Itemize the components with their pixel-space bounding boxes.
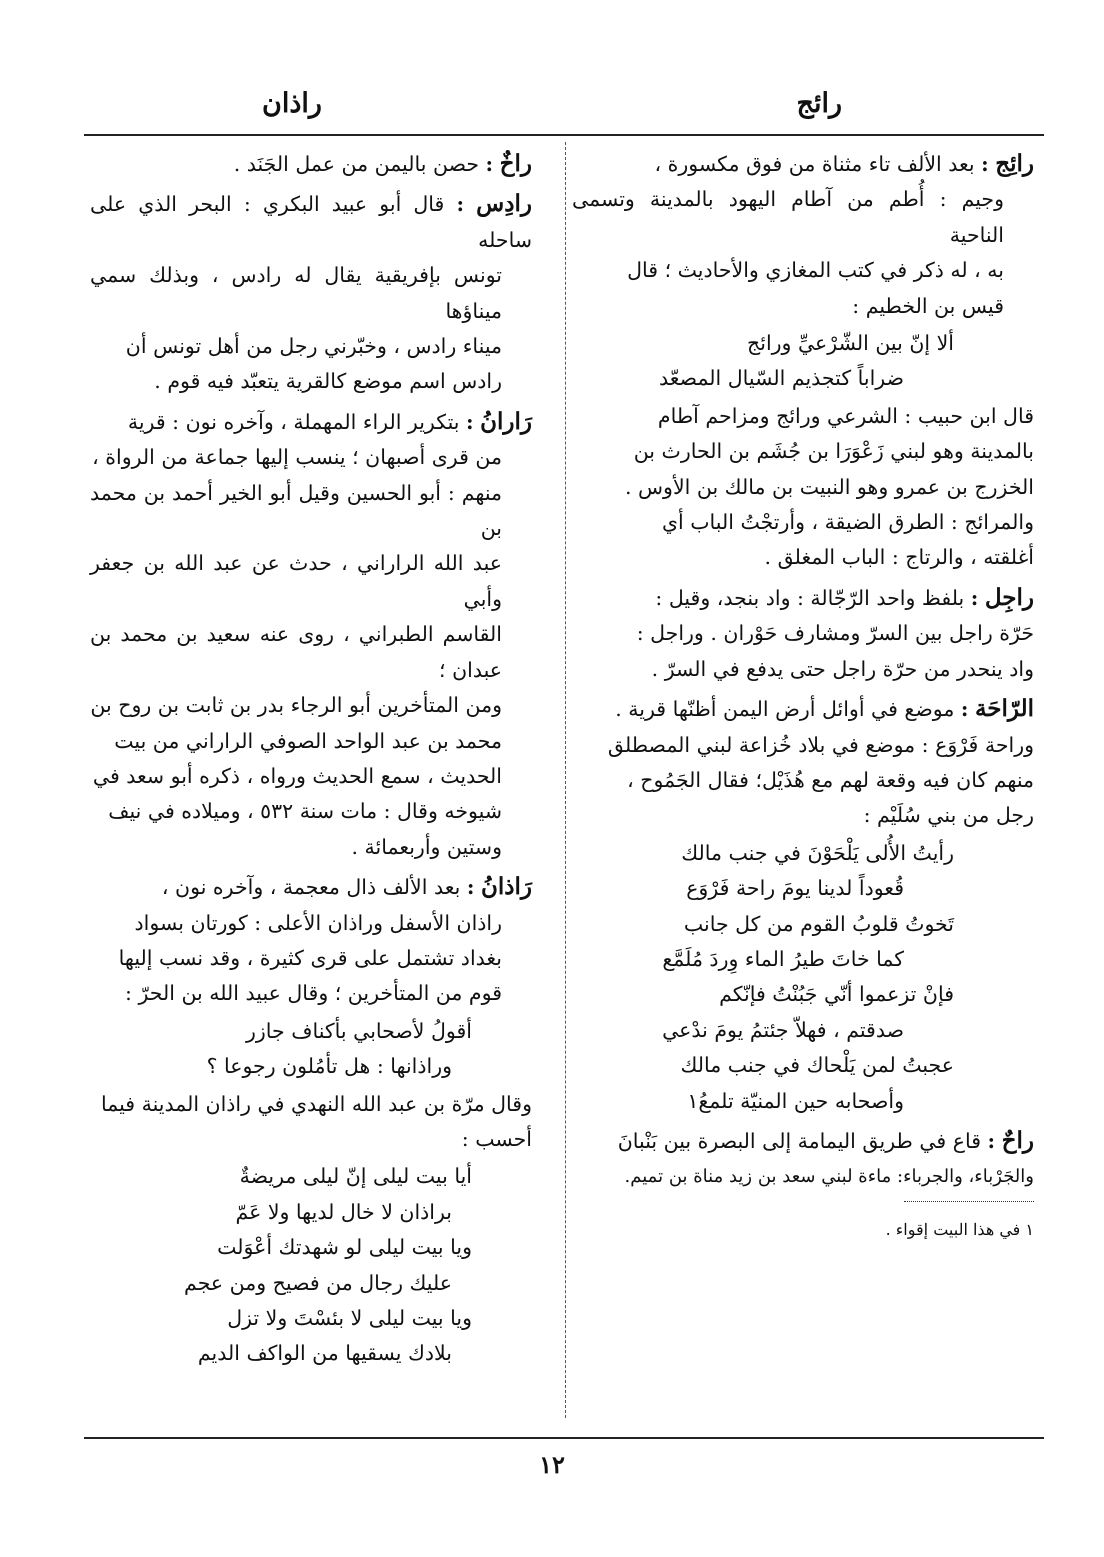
verse-line: أقولُ لأصحابي بأكناف جازر: [245, 1018, 472, 1043]
headword: راحٌ: [1001, 1126, 1034, 1154]
entry-rades: [90, 186, 532, 399]
verse-line: أيا بيت ليلى إنّ ليلى مريضةٌ: [239, 1164, 472, 1189]
running-header-left: راذان: [262, 88, 322, 119]
entry-rakh: [90, 146, 532, 182]
verse-line: ألا إنّ بين الشّرْعيِّ ورائج: [747, 331, 954, 356]
verse: [90, 1159, 532, 1371]
entry-line: رَارانُ : بتكرير الراء المهملة ، وآخره نون : قرية: [127, 407, 532, 435]
entry-line: راحٌ : قاع في طريق اليمامة إلى البصرة بين بَنْبانَ: [617, 1126, 1034, 1154]
entry-line: بغداد تشتمل على قرى كثيرة ، وقد نسب إليها: [118, 945, 502, 970]
entry-line: الخزرج بن عمرو وهو النبيت بن مالك بن الأوس .: [625, 474, 1034, 499]
right-column: [572, 146, 1034, 1258]
left-column: [90, 146, 532, 1376]
verse-line: وأصحابه حين المنيّة تلمعُ١: [687, 1088, 904, 1113]
headword: الرّاحَة: [974, 695, 1034, 723]
headword: راجِل: [984, 583, 1034, 611]
entry-line: والجَرْباء، والجرباء: ماءة لبني سعد بن زيد مناة بن تميم.: [624, 1166, 1034, 1188]
footnote-rule: [904, 1201, 1034, 1202]
entry-line: القاسم الطبراني ، روى عنه سعيد بن محمد بن عبدان ؛: [90, 622, 502, 682]
entry-line: ميناء رادس ، وخبّرني رجل من أهل تونس أن: [125, 334, 502, 359]
entry-line: عبد الله الراراني ، حدث عن عبد الله بن جعفر وأبي: [90, 551, 502, 611]
verse-line: عليك رجال من فصيح ومن عجم: [184, 1270, 452, 1295]
entry-line: رادس اسم موضع كالقرية يتعبّد فيه قوم .: [154, 369, 502, 394]
entry-rajil: [572, 580, 1034, 687]
verse: [572, 326, 1034, 397]
entry-line: راجِل : بلفظ واحد الرّجّالة : واد بنجد، وقيل :: [655, 583, 1034, 611]
verse-line: كما خاتَ طيرُ الماء وِردَ مُلَمَّع: [662, 946, 904, 971]
entry-line: وراحة فَرْوَع : موضع في بلاد خُزاعة لبني المصطلق: [607, 732, 1034, 757]
running-header-right: رائج: [796, 88, 842, 119]
verse-line: فإنْ تزعموا أنّي جَبُنْتُ فإنّكم: [719, 982, 954, 1007]
entry-line: منهم كان فيه وقعة لهم مع هُذَيْل؛ فقال الجَمُوح ،: [627, 767, 1034, 792]
entry-line: منهم : أبو الحسين وقيل أبو الخير أحمد بن محمد بن: [90, 480, 502, 541]
entry-line: أحسب :: [461, 1126, 532, 1151]
entry-line: الحديث ، سمع الحديث ورواه ، ذكره أبو سعد في: [92, 763, 502, 788]
headword: رائِج: [995, 150, 1034, 177]
column-divider: [565, 142, 567, 1418]
bottom-rule: [84, 1437, 1044, 1439]
entry-line: قوم من المتأخرين ؛ وقال عبيد الله بن الحرّ :: [125, 981, 502, 1006]
page-header: [0, 78, 1104, 128]
entry-al-raha: [572, 691, 1034, 1119]
verse-line: ويا بيت ليلى لا بئسْتَ ولا تزل: [227, 1306, 472, 1330]
verse-line: بلادك يسقيها من الواكف الديم: [197, 1341, 452, 1366]
entry-rah: [572, 1123, 1034, 1195]
verse-line: وراذانها : هل تأمُلون رجوعا ؟: [206, 1054, 452, 1079]
entry-line: والمرائج : الطرق الضيقة ، وأرتجْتُ الباب أي: [662, 510, 1034, 535]
verse-line: تَخوتُ قلوبُ القوم من كل جانب: [683, 911, 954, 936]
entry-line: وستين وأربعمائة .: [351, 834, 502, 859]
headword: رَارانُ: [480, 407, 532, 435]
entry-line: الرّاحَة : موضع في أوائل أرض اليمن أظنّها قرية .: [615, 695, 1034, 723]
footnote: ١ في هذا البيت إقواء .: [885, 1219, 1034, 1239]
entry-line: رجل من بني سُلَيْم :: [863, 803, 1034, 828]
verse-line: ويا بيت ليلى لو شهدتك أعْوَلت: [217, 1235, 472, 1260]
verse-line: ضراباً كتجذيم السّيال المصعّد: [659, 366, 904, 391]
entry-line: واد ينحدر من حرّة راجل حتى يدفع في السرّ .: [651, 656, 1034, 681]
entry-line: وقال مرّة بن عبد الله النهدي في راذان المدينة فيما: [101, 1091, 532, 1116]
verse-line: عجبتُ لمن يَلْحاك في جنب مالك: [680, 1053, 954, 1078]
entry-line: قيس بن الخطيم :: [852, 293, 1004, 318]
entry-line: تونس بإفريقية يقال له رادس ، وبذلك سمي ميناؤها: [90, 263, 502, 323]
verse-line: صدقتم ، فهلاّ جئتمُ يومَ ندْعي: [662, 1017, 904, 1042]
entry-line: وجيم : أُطم من آطام اليهود بالمدينة وتسمى الناحية: [572, 187, 1004, 247]
verse: [572, 836, 1034, 1119]
entry-line: من قرى أصبهان ؛ ينسب إليها جماعة من الرواة ،: [92, 445, 502, 470]
entry-line: رائِج : بعد الألف تاء مثناة من فوق مكسورة ،: [654, 150, 1034, 177]
entry-radhan: [90, 869, 532, 1372]
entry-line: به ، له ذكر في كتب المغازي والأحاديث ؛ قال: [627, 258, 1004, 283]
entry-line: رادِس : قال أبو عبيد البكري : البحر الذي على ساحله: [90, 190, 532, 252]
entry-line: قال ابن حبيب : الشرعي ورائج ومزاحم آطام: [657, 403, 1034, 428]
entry-line: راخٌ : حصن باليمن من عمل الجَنَد .: [233, 150, 532, 177]
page-number: ١٢: [539, 1450, 565, 1479]
verse-line: قُعوداً لدينا يومَ راحة فَرْوَع: [686, 876, 904, 901]
verse: [90, 1014, 532, 1085]
headword: رادِس: [476, 190, 532, 218]
entry-line: محمد بن عبد الواحد الصوفي الراراني من بيت: [114, 728, 502, 753]
entry-line: راذان الأسفل وراذان الأعلى : كورتان بسواد: [134, 910, 502, 935]
entry-raran: [90, 404, 532, 865]
headword: راخٌ: [499, 150, 532, 177]
verse-line: رأيتُ الأُلى يَلْحَوْنَ في جنب مالك: [681, 840, 954, 865]
entry-line: حَرّة راجل بين السرّ ومشارف حَوْران . وراجل :: [636, 621, 1034, 646]
entry-line: أغلقته ، والرتاج : الباب المغلق .: [764, 545, 1034, 570]
headword: رَاذانُ: [480, 873, 532, 901]
entry-line: رَاذانُ : بعد الألف ذال معجمة ، وآخره نون ،: [161, 873, 532, 901]
entry-line: ومن المتأخرين أبو الرجاء بدر بن ثابت بن روح بن: [90, 693, 502, 718]
entry-raij: [572, 146, 1034, 576]
top-rule: [84, 134, 1044, 136]
entry-line: بالمدينة وهو لبني زَعْوَرَا بن جُشَم بن الحارث بن: [633, 439, 1034, 464]
entry-line: شيوخه وقال : مات سنة ٥٣٢ ، وميلاده في نيف: [108, 799, 502, 824]
verse-line: براذان لا خال لديها ولا عَمّ: [235, 1199, 452, 1224]
